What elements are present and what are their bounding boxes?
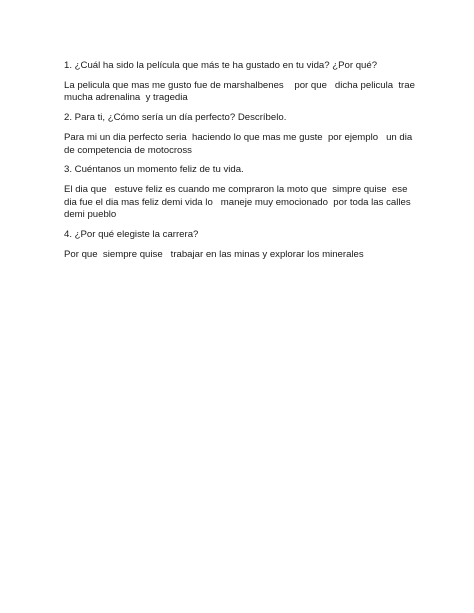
question-text: 2. Para ti, ¿Cómo sería un día perfecto? Descríbelo. xyxy=(64,112,287,124)
answer-3 xyxy=(64,184,416,221)
answer-line: demi pueblo xyxy=(64,209,117,221)
answer-line: La pelicula que mas me gusto fue de marshalbenes por que dicha pelicula trae xyxy=(64,79,415,91)
question-text: 4. ¿Por qué elegiste la carrera? xyxy=(64,229,199,241)
answer-4 xyxy=(64,249,416,261)
answer-line: dia fue el dia mas feliz demi vida lo maneje muy emocionado por toda las calles xyxy=(64,196,411,208)
question-4 xyxy=(64,229,416,241)
question-3 xyxy=(64,164,416,176)
question-2 xyxy=(64,112,416,124)
question-text: 3. Cuéntanos un momento feliz de tu vida. xyxy=(64,164,244,176)
answer-line: El dia que estuve feliz es cuando me compraron la moto que simpre quise ese xyxy=(64,184,408,196)
answer-2 xyxy=(64,132,416,157)
question-text: 1. ¿Cuál ha sido la película que más te ha gustado en tu vida? ¿Por qué? xyxy=(64,60,378,71)
answer-1 xyxy=(64,80,416,105)
answer-line: Para mi un dia perfecto seria haciendo lo que mas me guste por ejemplo un dia xyxy=(64,132,413,144)
answer-line: mucha adrenalina y tragedia xyxy=(64,92,188,104)
answer-line: Por que siempre quise trabajar en las minas y explorar los minerales xyxy=(64,248,364,260)
document-body xyxy=(64,60,416,269)
question-1 xyxy=(64,60,416,72)
answer-line: de competencia de motocross xyxy=(64,144,192,156)
